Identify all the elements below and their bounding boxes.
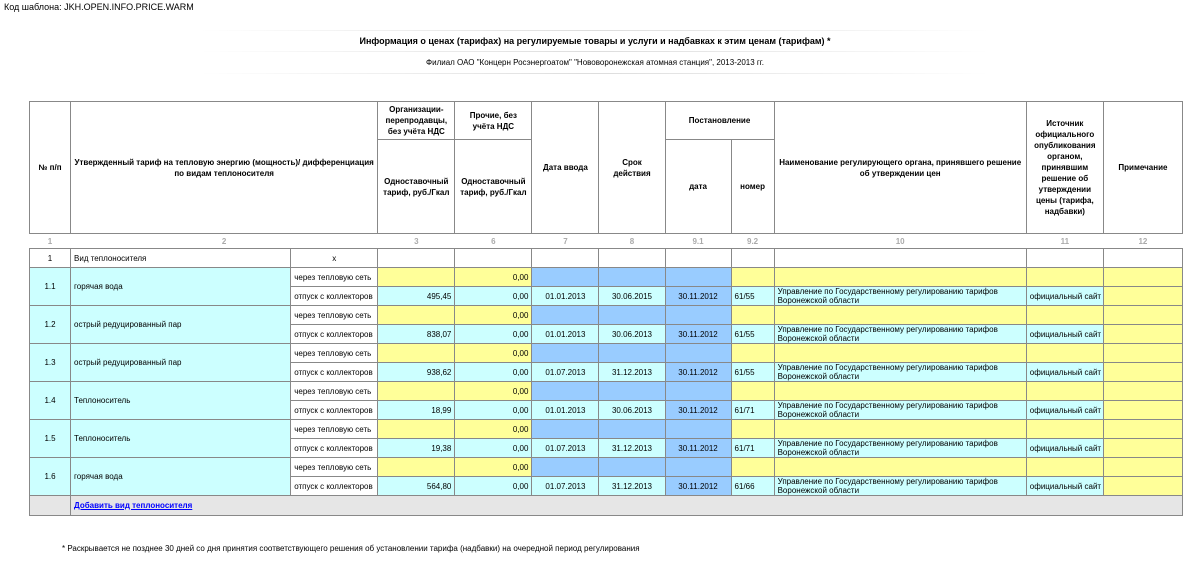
authority-value[interactable]: Управление по Государственному регулированию тарифов Воронежской области	[774, 287, 1026, 306]
res-num-network[interactable]	[731, 458, 774, 477]
res-num-network[interactable]	[731, 420, 774, 439]
sub-label-network: через тепловую сеть	[291, 344, 378, 363]
source-network[interactable]	[1026, 420, 1103, 439]
reseller-network-input[interactable]	[378, 268, 455, 287]
authority-value[interactable]: Управление по Государственному регулированию тарифов Воронежской области	[774, 325, 1026, 344]
other-network-input[interactable]: 0,00	[455, 458, 532, 477]
term-network[interactable]	[599, 382, 665, 401]
term-value[interactable]: 30.06.2013	[599, 325, 665, 344]
authority-value[interactable]: Управление по Государственному регулированию тарифов Воронежской области	[774, 439, 1026, 458]
header-others: Прочие, без учёта НДС	[455, 102, 532, 140]
reseller-network-input[interactable]	[378, 306, 455, 325]
term-network[interactable]	[599, 420, 665, 439]
reseller-network-input[interactable]	[378, 382, 455, 401]
carrier-name: горячая вода	[71, 458, 291, 496]
page-subtitle: Филиал ОАО "Концерн Росэнергоатом" "Нововоронежская атомная станция", 2013-2013 гг.	[426, 58, 764, 67]
authority-value[interactable]: Управление по Государственному регулированию тарифов Воронежской области	[774, 363, 1026, 382]
tariff-table	[29, 101, 1183, 516]
header-res-number: номер	[731, 140, 774, 234]
note-network[interactable]	[1103, 344, 1182, 363]
other-network-input[interactable]: 0,00	[455, 306, 532, 325]
term-network[interactable]	[599, 344, 665, 363]
sub-label-collectors: отпуск с коллекторов	[291, 363, 378, 382]
source-value[interactable]: официальный сайт	[1026, 401, 1103, 420]
source-network[interactable]	[1026, 458, 1103, 477]
table-row	[30, 458, 1183, 477]
column-number: 7	[532, 234, 599, 249]
term-network[interactable]	[599, 306, 665, 325]
reseller-network-input[interactable]	[378, 458, 455, 477]
note-network[interactable]	[1103, 306, 1182, 325]
date-in-network[interactable]	[532, 306, 599, 325]
res-num-network[interactable]	[731, 268, 774, 287]
carrier-mark: x	[291, 249, 378, 268]
res-date-network[interactable]	[665, 268, 731, 287]
sub-label-network: через тепловую сеть	[291, 306, 378, 325]
source-network[interactable]	[1026, 344, 1103, 363]
divider	[200, 73, 990, 74]
column-number: 3	[378, 234, 455, 249]
res-date-value[interactable]: 30.11.2012	[665, 363, 731, 382]
authority-network[interactable]	[774, 306, 1026, 325]
reseller-collectors-value[interactable]: 938,62	[378, 363, 455, 382]
other-collectors-value[interactable]: 0,00	[455, 401, 532, 420]
carrier-name: острый редуцированный пар	[71, 306, 291, 344]
page-title: Информация о ценах (тарифах) на регулируемые товары и услуги и надбавках к этим ценам (тарифам) *	[359, 36, 831, 46]
res-num-value[interactable]: 61/66	[731, 477, 774, 496]
source-value[interactable]: официальный сайт	[1026, 477, 1103, 496]
header-resolution: Постановление	[665, 102, 774, 140]
authority-network[interactable]	[774, 268, 1026, 287]
note-value[interactable]	[1103, 287, 1182, 306]
carrier-name: горячая вода	[71, 268, 291, 306]
sub-label-collectors: отпуск с коллекторов	[291, 477, 378, 496]
authority-network[interactable]	[774, 344, 1026, 363]
column-number: 12	[1103, 234, 1182, 249]
source-network[interactable]	[1026, 268, 1103, 287]
header-single-rate: Одноставочный тариф, руб./Гкал	[378, 140, 455, 234]
column-number: 11	[1026, 234, 1103, 249]
footnote: * Раскрывается не позднее 30 дней со дня принятия соответствующего решения об установлении тарифа (надбавки) на очередной период регулирования	[62, 544, 640, 553]
sub-label-network: через тепловую сеть	[291, 458, 378, 477]
sub-label-network: через тепловую сеть	[291, 382, 378, 401]
column-number: 2	[71, 234, 378, 249]
reseller-collectors-value[interactable]: 19,38	[378, 439, 455, 458]
header-date-in: Дата ввода	[532, 102, 599, 234]
res-date-value[interactable]: 30.11.2012	[665, 477, 731, 496]
sub-label-collectors: отпуск с коллекторов	[291, 401, 378, 420]
header-num: № п/п	[30, 102, 71, 234]
other-collectors-value[interactable]: 0,00	[455, 363, 532, 382]
date-in-value[interactable]: 01.07.2013	[532, 477, 599, 496]
other-network-input[interactable]: 0,00	[455, 382, 532, 401]
term-network[interactable]	[599, 268, 665, 287]
note-network[interactable]	[1103, 420, 1182, 439]
carrier-label: Вид теплоносителя	[71, 249, 291, 268]
date-in-value[interactable]: 01.07.2013	[532, 439, 599, 458]
header-single-rate: Одноставочный тариф, руб./Гкал	[455, 140, 532, 234]
note-network[interactable]	[1103, 268, 1182, 287]
authority-network[interactable]	[774, 382, 1026, 401]
header-tariff: Утвержденный тариф на тепловую энергию (мощность)/ дифференциация по видам теплоносителя	[71, 102, 378, 234]
other-network-input[interactable]: 0,00	[455, 344, 532, 363]
column-number: 8	[599, 234, 665, 249]
note-value[interactable]	[1103, 363, 1182, 382]
term-value[interactable]: 31.12.2013	[599, 439, 665, 458]
column-number: 10	[774, 234, 1026, 249]
res-num-value[interactable]: 61/55	[731, 363, 774, 382]
row-number: 1.1	[30, 268, 71, 306]
reseller-collectors-value[interactable]: 564,80	[378, 477, 455, 496]
header-source: Источник официального опубликования органом, принявшим решение об утверждении цены (тарифа, надбавки)	[1026, 102, 1103, 234]
source-network[interactable]	[1026, 382, 1103, 401]
source-value[interactable]: официальный сайт	[1026, 439, 1103, 458]
date-in-network[interactable]	[532, 458, 599, 477]
header-res-date: дата	[665, 140, 731, 234]
source-value[interactable]: официальный сайт	[1026, 287, 1103, 306]
carrier-name: острый редуцированный пар	[71, 344, 291, 382]
authority-value[interactable]: Управление по Государственному регулированию тарифов Воронежской области	[774, 477, 1026, 496]
header-resellers: Организации-перепродавцы, без учёта НДС	[378, 102, 455, 140]
other-collectors-value[interactable]: 0,00	[455, 325, 532, 344]
row-number: 1.2	[30, 306, 71, 344]
table-row	[30, 382, 1183, 401]
other-collectors-value[interactable]: 0,00	[455, 439, 532, 458]
res-num-value[interactable]: 61/55	[731, 325, 774, 344]
authority-value[interactable]: Управление по Государственному регулированию тарифов Воронежской области	[774, 401, 1026, 420]
date-in-network[interactable]	[532, 268, 599, 287]
res-num-value[interactable]: 61/71	[731, 401, 774, 420]
res-date-network[interactable]	[665, 420, 731, 439]
reseller-network-input[interactable]	[378, 344, 455, 363]
source-network[interactable]	[1026, 306, 1103, 325]
term-value[interactable]: 31.12.2013	[599, 477, 665, 496]
table-row	[30, 420, 1183, 439]
reseller-network-input[interactable]	[378, 420, 455, 439]
res-date-network[interactable]	[665, 382, 731, 401]
res-date-value[interactable]: 30.11.2012	[665, 325, 731, 344]
column-number: 9.1	[665, 234, 731, 249]
note-network[interactable]	[1103, 382, 1182, 401]
column-number: 9.2	[731, 234, 774, 249]
sub-label-network: через тепловую сеть	[291, 420, 378, 439]
res-date-value[interactable]: 30.11.2012	[665, 439, 731, 458]
other-collectors-value[interactable]: 0,00	[455, 287, 532, 306]
date-in-network[interactable]	[532, 382, 599, 401]
authority-network[interactable]	[774, 458, 1026, 477]
header-authority: Наименование регулирующего органа, принявшего решение об утверждении цен	[774, 102, 1026, 234]
row-number: 1.6	[30, 458, 71, 496]
res-date-network[interactable]	[665, 344, 731, 363]
table-row	[30, 268, 1183, 287]
carrier-row	[30, 249, 1183, 268]
date-in-value[interactable]: 01.07.2013	[532, 363, 599, 382]
sub-label-network: через тепловую сеть	[291, 268, 378, 287]
reseller-collectors-value[interactable]: 838,07	[378, 325, 455, 344]
column-number: 6	[455, 234, 532, 249]
table-row	[30, 306, 1183, 325]
reseller-collectors-value[interactable]: 495,45	[378, 287, 455, 306]
date-in-network[interactable]	[532, 344, 599, 363]
other-network-input[interactable]: 0,00	[455, 268, 532, 287]
note-value[interactable]	[1103, 325, 1182, 344]
sub-label-collectors: отпуск с коллекторов	[291, 325, 378, 344]
authority-network[interactable]	[774, 420, 1026, 439]
res-date-value[interactable]: 30.11.2012	[665, 401, 731, 420]
note-value[interactable]	[1103, 401, 1182, 420]
date-in-value[interactable]: 01.01.2013	[532, 287, 599, 306]
res-num-network[interactable]	[731, 344, 774, 363]
term-value[interactable]: 31.12.2013	[599, 363, 665, 382]
carrier-name: Теплоноситель	[71, 382, 291, 420]
note-network[interactable]	[1103, 458, 1182, 477]
template-code: Код шаблона: JKH.OPEN.INFO.PRICE.WARM	[4, 2, 194, 12]
reseller-collectors-value[interactable]: 18,99	[378, 401, 455, 420]
res-date-value[interactable]: 30.11.2012	[665, 287, 731, 306]
source-value[interactable]: официальный сайт	[1026, 325, 1103, 344]
note-value[interactable]	[1103, 477, 1182, 496]
other-collectors-value[interactable]: 0,00	[455, 477, 532, 496]
row-number: 1.4	[30, 382, 71, 420]
term-value[interactable]: 30.06.2015	[599, 287, 665, 306]
res-date-network[interactable]	[665, 458, 731, 477]
res-num-value[interactable]: 61/71	[731, 439, 774, 458]
sub-label-collectors: отпуск с коллекторов	[291, 287, 378, 306]
row-number: 1.5	[30, 420, 71, 458]
divider	[200, 30, 990, 31]
source-value[interactable]: официальный сайт	[1026, 363, 1103, 382]
res-num-network[interactable]	[731, 382, 774, 401]
res-num-value[interactable]: 61/55	[731, 287, 774, 306]
sub-label-collectors: отпуск с коллекторов	[291, 439, 378, 458]
header-term: Срок действия	[599, 102, 665, 234]
divider	[200, 51, 990, 52]
column-number: 1	[30, 234, 71, 249]
carrier-name: Теплоноситель	[71, 420, 291, 458]
row-number: 1	[30, 249, 71, 268]
note-value[interactable]	[1103, 439, 1182, 458]
add-carrier-link[interactable]: Добавить вид теплоносителя	[74, 501, 193, 510]
header-note: Примечание	[1103, 102, 1182, 234]
term-value[interactable]: 30.06.2013	[599, 401, 665, 420]
date-in-network[interactable]	[532, 420, 599, 439]
row-number: 1.3	[30, 344, 71, 382]
date-in-value[interactable]: 01.01.2013	[532, 325, 599, 344]
other-network-input[interactable]: 0,00	[455, 420, 532, 439]
date-in-value[interactable]: 01.01.2013	[532, 401, 599, 420]
res-date-network[interactable]	[665, 306, 731, 325]
table-row	[30, 344, 1183, 363]
term-network[interactable]	[599, 458, 665, 477]
res-num-network[interactable]	[731, 306, 774, 325]
